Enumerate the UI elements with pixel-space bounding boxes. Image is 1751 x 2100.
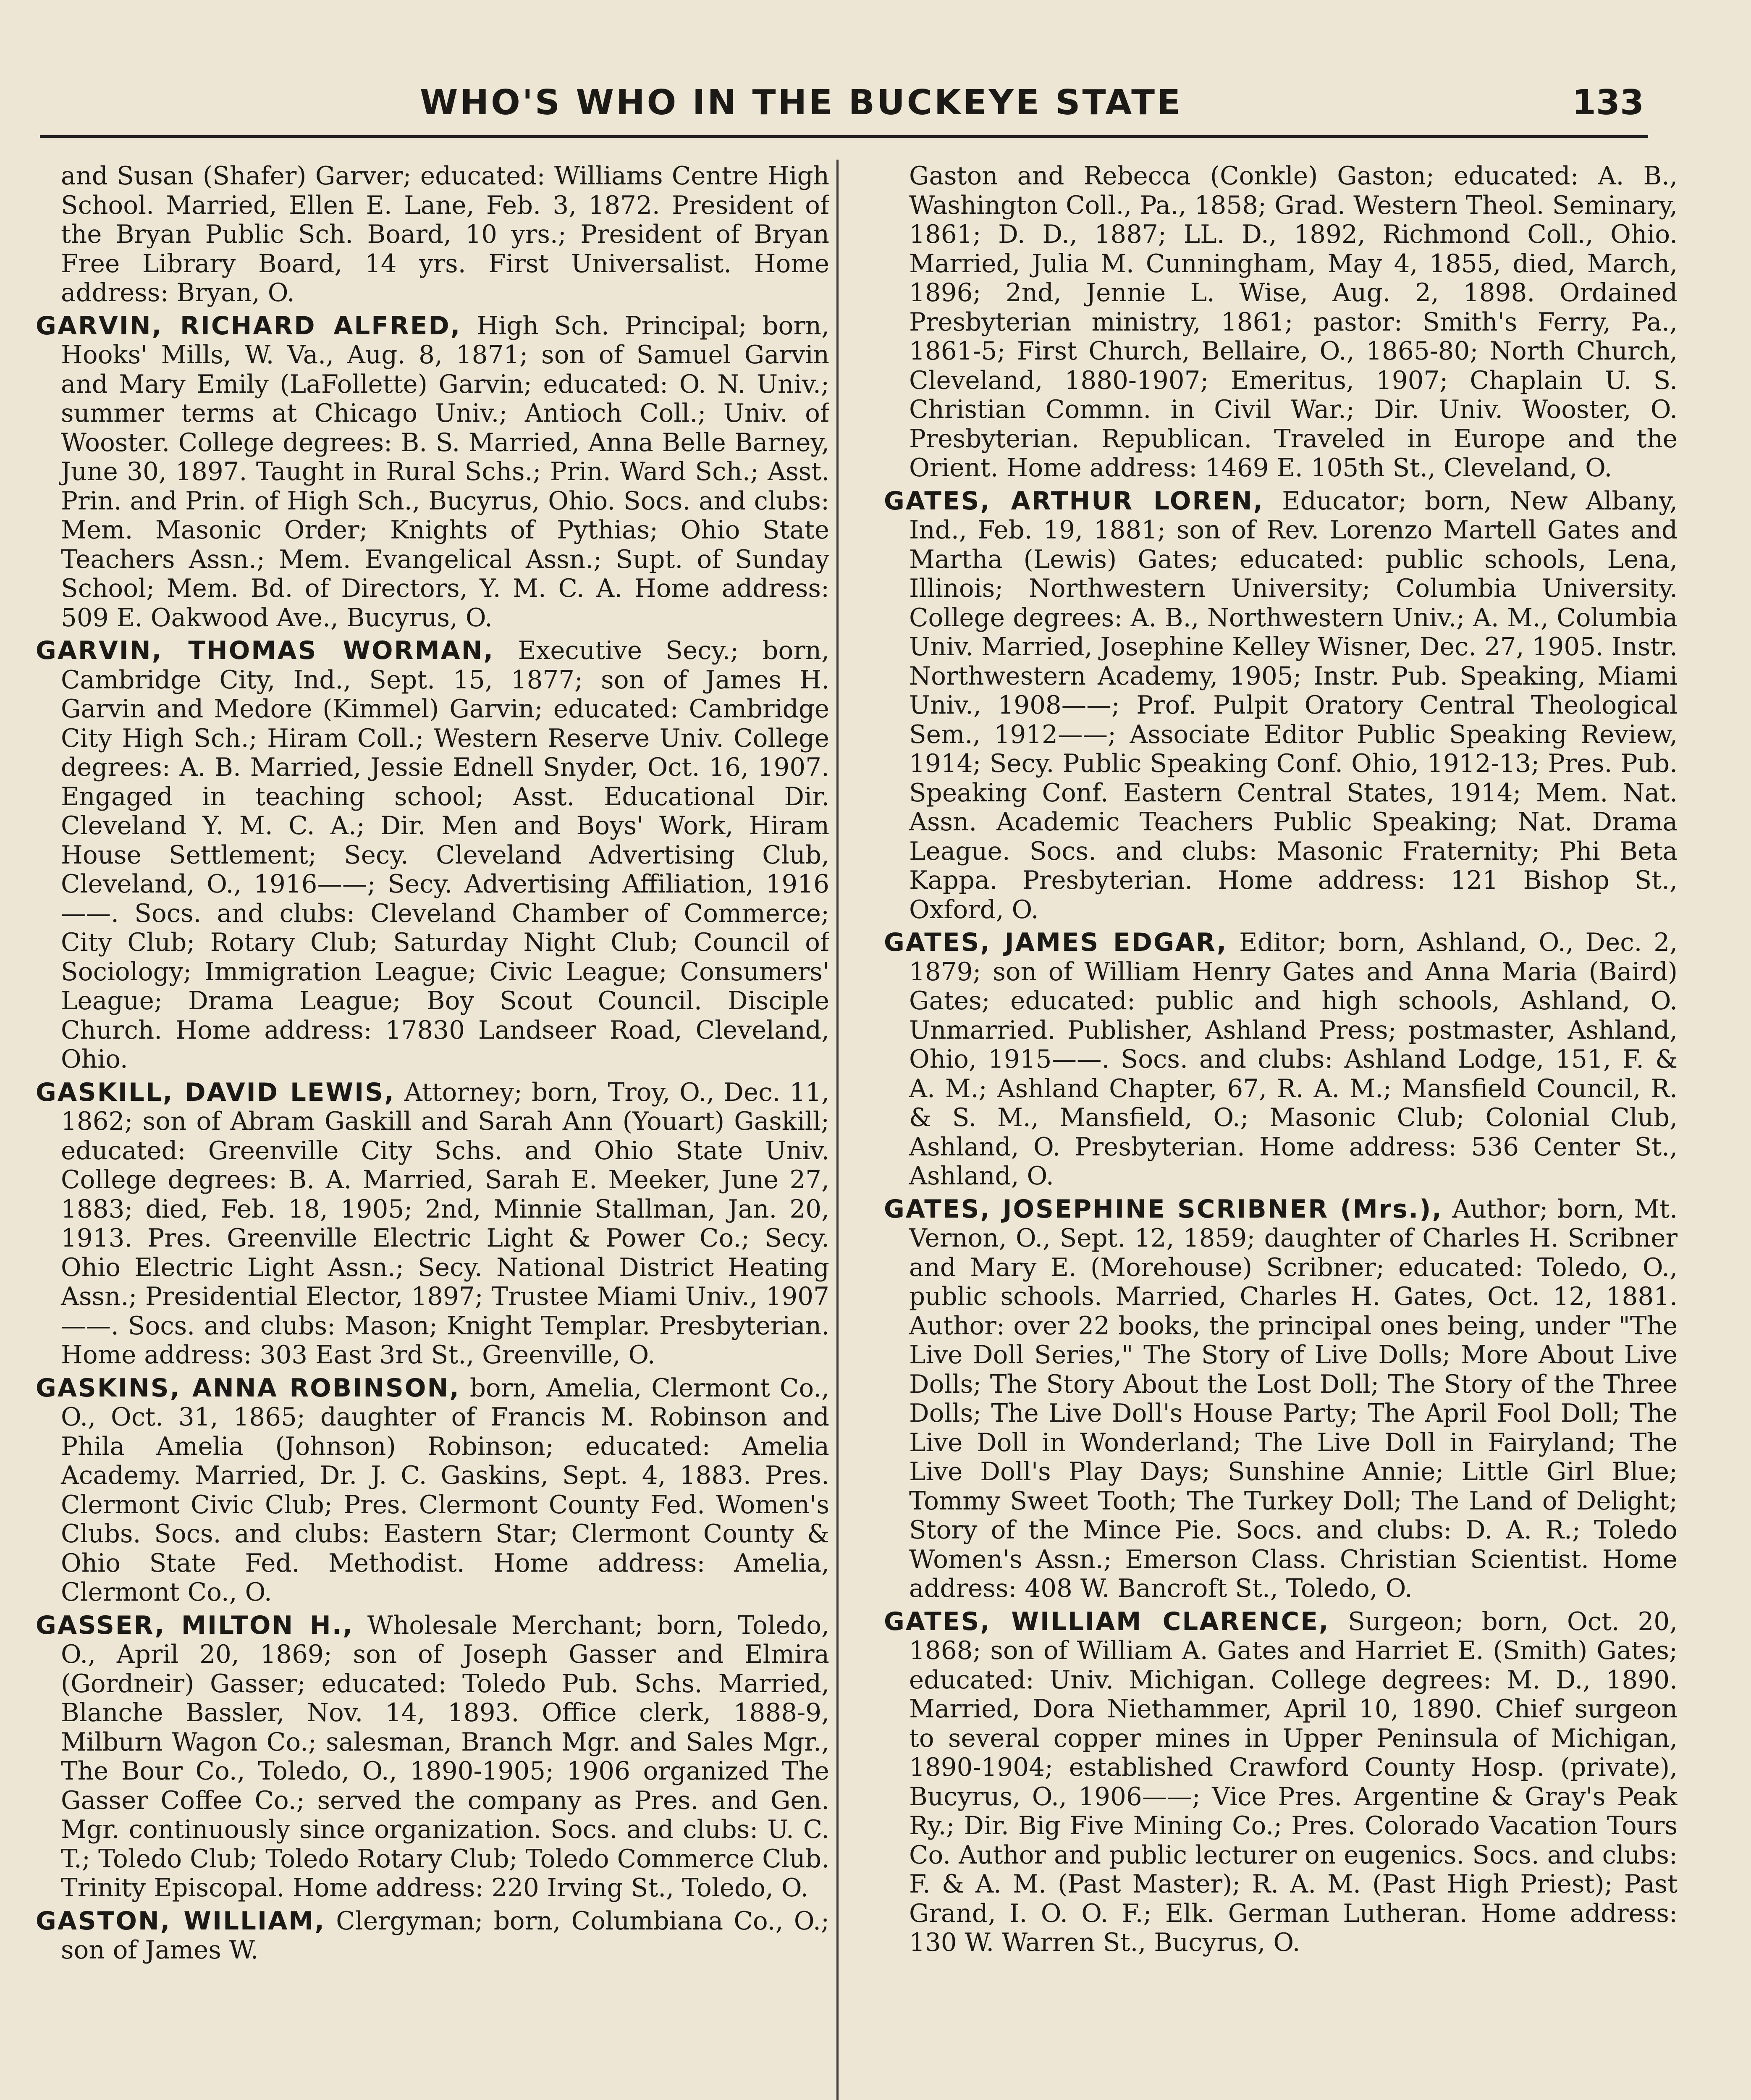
page-title: WHO'S WHO IN THE BUCKEYE STATE — [420, 83, 1183, 123]
biography-entry — [884, 928, 1678, 1191]
entry-text: Attorney; born, Troy, O., Dec. 11, 1862; son of Abram Gaskill and Sarah Ann (Youart) Gaskill; educated: Greenville City Schs. and Ohio State Univ. College degrees: B. A. Married, Sarah E. Meeker, June 27, 1883; died, Feb. 18, 1905; 2nd, Minnie Stallman, Jan. 20, 1913. Pres. Greenville Electric Light & Power Co.; Secy. Ohio Electric Light Assn.; Secy. National District Heating Assn.; Presidential Elector, 1897; Trustee Miami Univ., 1907——. Socs. and clubs: Mason; Knight Templar. Presbyterian. Home address: 303 East 3rd St., Greenville, O. — [61, 1078, 829, 1370]
entry-name: GASTON, WILLIAM, — [36, 1906, 325, 1936]
biography-entry — [884, 1195, 1678, 1604]
biography-entry — [884, 487, 1678, 925]
entry-text: Executive Secy.; born, Cambridge City, Ind., Sept. 15, 1877; son of James H. Garvin and Medore (Kimmel) Garvin; educated: Cambridge City High Sch.; Hiram Coll.; Western Reserve Univ. College degrees: A. B. Married, Jessie Ednell Snyder, Oct. 16, 1907. Engaged in teaching school; Asst. Educational Dir. Cleveland Y. M. C. A.; Dir. Men and Boys' Work, Hiram House Settlement; Secy. Cleveland Advertising Club, Cleveland, O., 1916——; Secy. Advertising Affiliation, 1916——. Socs. and clubs: Cleveland Chamber of Commerce; City Club; Rotary Club; Saturday Night Club; Council of Sociology; Immigration League; Civic League; Consumers' League; Drama League; Boy Scout Council. Disciple Church. Home address: 17830 Landseer Road, Cleveland, Ohio. — [61, 636, 829, 1074]
entry-continuation: and Susan (Shafer) Garver; educated: Williams Centre High School. Married, Ellen E. Lane, Feb. 3, 1872. President of the Bryan Public Sch. Board, 10 yrs.; President of Bryan Free Library Board, 14 yrs. First Universalist. Home address: Bryan, O. — [61, 162, 829, 307]
entry-name: GASKILL, DAVID LEWIS, — [36, 1078, 395, 1107]
biography-entry — [36, 312, 829, 633]
entry-name: GATES, JAMES EDGAR, — [884, 928, 1228, 957]
biography-entry — [36, 1611, 829, 1903]
entry-text: Surgeon; born, Oct. 20, 1868; son of William A. Gates and Harriet E. (Smith) Gates; educated: Univ. Michigan. College degrees: M. D., 1890. Married, Dora Niethammer, April 10, 1890. Chief surgeon to several copper mines in Upper Peninsula of Michigan, 1890-1904; established Crawford County Hosp. (private), Bucyrus, O., 1906——; Vice Pres. Argentine & Gray's Peak Ry.; Dir. Big Five Mining Co.; Pres. Colorado Vacation Tours Co. Author and public lecturer on eugenics. Socs. and clubs: F. & A. M. (Past Master); R. A. M. (Past High Priest); Past Grand, I. O. O. F.; Elk. German Lutheran. Home address: 130 W. Warren St., Bucyrus, O. — [909, 1607, 1678, 1957]
biography-entry — [36, 1907, 829, 1965]
entry-text: born, Amelia, Clermont Co., O., Oct. 31, 1865; daughter of Francis M. Robinson and Phila Amelia (Johnson) Robinson; educated: Amelia Academy. Married, Dr. J. C. Gaskins, Sept. 4, 1883. Pres. Clermont Civic Club; Pres. Clermont County Fed. Women's Clubs. Socs. and clubs: Eastern Star; Clermont County & Ohio State Fed. Methodist. Home address: Amelia, Clermont Co., O. — [61, 1373, 829, 1607]
entry-name: GATES, JOSEPHINE SCRIBNER (Mrs.), — [884, 1194, 1443, 1224]
entry-name: GATES, ARTHUR LOREN, — [884, 486, 1264, 516]
entry-text: Editor; born, Ashland, O., Dec. 2, 1879; son of William Henry Gates and Anna Maria (Baird) Gates; educated: public and high schools, Ashland, O. Unmarried. Publisher, Ashland Press; postmaster, Ashland, Ohio, 1915——. Socs. and clubs: Ashland Lodge, 151, F. & A. M.; Ashland Chapter, 67, R. A. M.; Mansfield Council, R. & S. M., Mansfield, O.; Masonic Club; Colonial Club, Ashland, O. Presbyterian. Home address: 536 Center St., Ashland, O. — [909, 928, 1678, 1191]
biography-entry — [36, 1078, 829, 1370]
entry-text: Wholesale Merchant; born, Toledo, O., April 20, 1869; son of Joseph Gasser and Elmira (Gordneir) Gasser; educated: Toledo Pub. Schs. Married, Blanche Bassler, Nov. 14, 1893. Office clerk, 1888-9, Milburn Wagon Co.; salesman, Branch Mgr. and Sales Mgr., The Bour Co., Toledo, O., 1890-1905; 1906 organized The Gasser Coffee Co.; served the company as Pres. and Gen. Mgr. continuously since organization. Socs. and clubs: U. C. T.; Toledo Club; Toledo Rotary Club; Toledo Commerce Club. Trinity Episcopal. Home address: 220 Irving St., Toledo, O. — [61, 1611, 829, 1903]
entry-text: Clergyman; born, Columbiana Co., O.; son of James W. — [61, 1906, 829, 1965]
biography-entry — [884, 1607, 1678, 1958]
entry-name: GATES, WILLIAM CLARENCE, — [884, 1607, 1330, 1636]
biography-entry — [36, 636, 829, 1074]
running-header — [40, 76, 1648, 138]
entry-name: GARVIN, THOMAS WORMAN, — [36, 636, 495, 665]
entry-name: GASKINS, ANNA ROBINSON, — [36, 1373, 460, 1403]
entry-text: High Sch. Principal; born, Hooks' Mills, W. Va., Aug. 8, 1871; son of Samuel Garvin and Mary Emily (LaFollette) Garvin; educated: O. N. Univ.; summer terms at Chicago Univ.; Antioch Coll.; Univ. of Wooster. College degrees: B. S. Married, Anna Belle Barney, June 30, 1897. Taught in Rural Schs.; Prin. Ward Sch.; Asst. Prin. and Prin. of High Sch., Bucyrus, Ohio. Socs. and clubs: Mem. Masonic Order; Knights of Pythias; Ohio State Teachers Assn.; Mem. Evangelical Assn.; Supt. of Sunday School; Mem. Bd. of Directors, Y. M. C. A. Home address: 509 E. Oakwood Ave., Bucyrus, O. — [61, 311, 829, 633]
entry-name: GASSER, MILTON H., — [36, 1611, 354, 1640]
right-column — [884, 162, 1678, 2100]
entry-continuation: Gaston and Rebecca (Conkle) Gaston; educated: A. B., Washington Coll., Pa., 1858; Grad. Western Theol. Seminary, 1861; D. D., 1887; LL. D., 1892, Richmond Coll., Ohio. Married, Julia M. Cunningham, May 4, 1855, died, March, 1896; 2nd, Jennie L. Wise, Aug. 2, 1898. Ordained Presbyterian ministry, 1861; pastor: Smith's Ferry, Pa., 1861-5; First Church, Bellaire, O., 1865-80; North Church, Cleveland, 1880-1907; Emeritus, 1907; Chaplain U. S. Christian Commn. in Civil War.; Dir. Univ. Wooster, O. Presbyterian. Republican. Traveled in Europe and the Orient. Home address: 1469 E. 105th St., Cleveland, O. — [909, 162, 1678, 483]
column-divider — [836, 160, 839, 2100]
entry-name: GARVIN, RICHARD ALFRED, — [36, 311, 461, 341]
entry-text: Author; born, Mt. Vernon, O., Sept. 12, 1859; daughter of Charles H. Scribner and Mary E. (Morehouse) Scribner; educated: Toledo, O., public schools. Married, Charles H. Gates, Oct. 12, 1881. Author: over 22 books, the principal ones being, under "The Live Doll Series," The Story of Live Dolls; More About Live Dolls; The Story About the Lost Doll; The Story of the Three Dolls; The Live Doll's House Party; The April Fool Doll; The Live Doll in Wonderland; The Live Doll in Fairyland; The Live Doll's Play Days; Sunshine Annie; Little Girl Blue; Tommy Sweet Tooth; The Turkey Doll; The Land of Delight; Story of the Mince Pie. Socs. and clubs: D. A. R.; Toledo Women's Assn.; Emerson Class. Christian Scientist. Home address: 408 W. Bancroft St., Toledo, O. — [909, 1194, 1678, 1603]
entry-text: Educator; born, New Albany, Ind., Feb. 19, 1881; son of Rev. Lorenzo Martell Gates and Martha (Lewis) Gates; educated: public schools, Lena, Illinois; Northwestern University; Columbia University. College degrees: A. B., Northwestern Univ.; A. M., Columbia Univ. Married, Josephine Kelley Wisner, Dec. 27, 1905. Instr. Northwestern Academy, 1905; Instr. Pub. Speaking, Miami Univ., 1908——; Prof. Pulpit Oratory Central Theological Sem., 1912——; Associate Editor Public Speaking Review, 1914; Secy. Public Speaking Conf. Ohio, 1912-13; Pres. Pub. Speaking Conf. Eastern Central States, 1914; Mem. Nat. Assn. Academic Teachers Public Speaking; Nat. Drama League. Socs. and clubs: Masonic Fraternity; Phi Beta Kappa. Presbyterian. Home address: 121 Bishop St., Oxford, O. — [909, 486, 1678, 924]
page-number: 133 — [1572, 83, 1644, 123]
left-column — [36, 162, 829, 2100]
biography-entry — [36, 1374, 829, 1607]
